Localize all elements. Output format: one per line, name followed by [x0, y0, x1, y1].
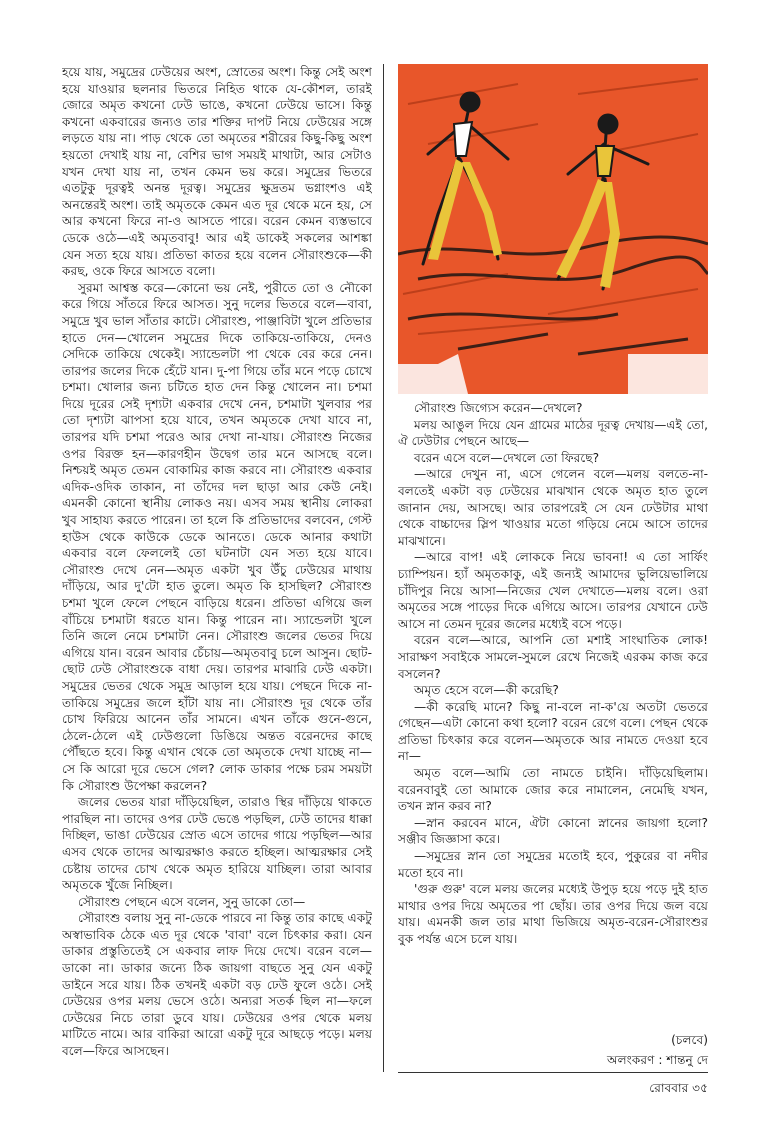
paragraph: বরেন বলে—আরে, আপনি তো মশাই সাংঘাতিক লোক! সারাক্ষণ সবাইকে সামলে-সুমলে রেখে নিজেই এরকম কাজ করে বসলেন?: [398, 633, 708, 681]
paragraph: সৌরাংশু জিগ্যেস করেন—দেখলে?: [414, 401, 583, 415]
paragraph: 'গুরু গুরু' বলে মলয় জলের মধ্যেই উপুড় হয়ে পড়ে দুই হাত মাথার ওপর দিয়ে অমৃতের পা ছোঁয়। তার ওপর দিয়ে জল বয়ে যায়। এমনকী জল তার মাথা ভিজিয়ে অমৃত-বরেন-সৌরাংশুর বুক পর্যন্ত এসে চলে যায়।: [398, 882, 708, 946]
paragraph: —আরে বাপ! এই লোককে নিয়ে ভাবনা! এ তো সার্ফিং চ্যাম্পিয়ন। হ্যাঁ অমৃতকাকু, এই জন্যই আমাদের ভুলিয়েভালিয়ে চাঁদিপুর নিয়ে আসা—নিজের খেল দেখাতে—মলয় বলে। ওরা অমৃতের সঙ্গে পাড়ের দিকে এগিয়ে আসে। তারপর যেখানে ঢেউ আসে না তেমন দূরের জলের মধ্যেই বসে পড়ে।: [398, 550, 708, 631]
page-footer: রোববার ৩৫: [649, 1081, 708, 1095]
article-column-right: [398, 400, 708, 1030]
paragraph: হয়ে যায়, সমুদ্রের ঢেউয়ের অংশ, স্রোতের অংশ। কিন্তু সেই অংশ হয়ে যাওয়ার ছলনার ভিতরে নিহিত থাকে যে-কৌশল, তারই জোরে অমৃত কখনো ঢেউ ভাঙে, কখনো ঢেউয়ে ভাসে। কিন্তু কখনো একবারের জন্যও তার শক্তির দাপট নিয়ে ঢেউয়ের সঙ্গে লড়তে যায় না। পাড় থেকে তো অমৃতের শরীরের কিছু-কিছু অংশ হয়তো দেখাই যায় না, বেশির ভাগ সময়ই মাথাটা, আর সেটাও যখন দেখা যায় না, তখন কেমন ভয় করে। সমুদ্রের ভিতরে এতটুকু দূরত্বই অনন্ত দূরত্ব। সমুদ্রের ক্ষুদ্রতম ভগ্নাংশও এই অনন্তেরই অংশ। তাই অমৃতকে কেমন এত দূর থেকে মনে হয়, সে আর কখনো ফিরে না-ও আসতে পারে। বরেন কেমন ব্যস্তভাবে ডেকে ওঠে—এই অমৃতবাবু! আর এই ডাকেই সকলের আশঙ্কা যেন সত্য হয়ে যায়। প্রতিভা কাতর হয়ে বলেন সৌরাংশুকে—কী করছ, ওকে ফিরে আসতে বলো।: [62, 65, 372, 279]
paragraph: —আরে দেখুন না, এসে গেলেন বলে—মলয় বলতে-না-বলতেই একটা বড় ঢেউয়ের মাঝখান থেকে অমৃত হাত তুলে জানান দেয়, আসছে। আর তারপরেই সে যেন ঢেউটার মাথা থেকে বাচ্চাদের স্লিপ খাওয়ার মতো গড়িয়ে নেমে আসে তাদের মাঝখানে।: [398, 467, 708, 548]
illustration-credit: অলংকরণ : শান্তনু দে: [607, 1053, 708, 1067]
paragraph: অমৃত বলে—আমি তো নামতে চাইনি। দাঁড়িয়েছিলাম। বরেনবাবুই তো আমাকে জোর করে নামালেন, নেমেছি যখন, তখন স্নান করব না?: [398, 766, 708, 814]
paragraph: বরেন এসে বলে—দেখলে তো ফিরছে?: [414, 450, 600, 465]
footer-rule: [398, 1072, 708, 1073]
to-be-continued: (চলবে): [671, 1033, 708, 1047]
paragraph: —সমুদ্রের স্নান তো সমুদ্রের মতোই হবে, পুকুরের বা নদীর মতো হবে না।: [398, 849, 708, 880]
paragraph: সুরমা আশ্বস্ত করে—কোনো ভয় নেই, পুরীতে তো ও নৌকো করে গিয়ে সাঁতরে ফিরে আসত। সুনু দলের ভিতরে বলে—বাবা, সমুদ্রে খুব ভাল সাঁতার কাটে। সৌরাংশু, পাঞ্জাবিটা খুলে প্রতিভার হাতে দেন—খোলেন সমুদ্রের দিকে তাকিয়ে-তাকিয়ে, দেনও সেদিকে তাকিয়ে থেকেই। স্যান্ডেলটা পা থেকে বের করে নেন। তারপর জলের দিকে হেঁটে যান। দু-পা গিয়ে তাঁর মনে পড়ে চোখে চশমা। খোলার জন্য চটিতে হাত দেন কিন্তু খোলেন না। চশমা দিয়ে দূরের সেই দৃশ্যটা একবার দেখে নেন, চশমাটা খুলবার পর তো দৃশ্যটা ঝাপসা হয়ে যাবে, তখন অমৃতকে দেখা যাবে না, তারপর যদি চশমা পরেও আর দেখা না-যায়। সৌরাংশু নিজের ওপর বিরক্ত হন—কারণহীন উদ্বেগ তার মনে আসছে বলে। নিশ্চয়ই অমৃত তেমন বোকামির কাজ করবে না। সৌরাংশু একবার এদিক-ওদিক তাকান, না তাঁদের দল ছাড়া আর কেউ নেই। এমনকী কোনো স্থানীয় লোকও নয়। এসব সময় স্থানীয় লোকরা খুব সাহায্য করতে পারেন। তা হলে কি প্রতিভাদের বলবেন, গেস্ট হাউস থেকে কাউকে ডেকে আনতে। ডেকে আনার কথাটা একবার বলে ফেললেই তো ঘটনাটা যেন সত্য হয়ে যাবে। সৌরাংশু দেখে নেন—অমৃত একটা খুব উঁচু ঢেউয়ের মাথায় দাঁড়িয়ে, আর দু'টো হাত তুলে। অমৃত কি হাসছিল? সৌরাংশু চশমা খুলে ফেলে পেছনে বাড়িয়ে ধরেন। প্রতিভা এগিয়ে জল বাঁচিয়ে চশমাটা ধরতে যান। কিন্তু পারেন না। স্যান্ডেলটা খুলে তিনি জলে নেমে চশমাটা নেন। সৌরাংশু জলের ভেতর দিয়ে এগিয়ে যান। বরেন আবার চেঁচায়—অমৃতবাবু চলে আসুন। ছোট-ছোট ঢেউ সৌরাংশুকে বাধা দেয়। তারপর মাঝারি ঢেউ একটা। সমুদ্রের ভেতর থেকে সমুদ্র আড়াল হয়ে যায়। পেছনে দিকে না-তাকিয়ে সমুদ্রের জলে হাঁটা যায় না। সৌরাংশু দূর থেকে তাঁর চোখ ফিরিয়ে আনেন তাঁর সামনে। এখন তাঁকে গুনে-গুনে, ঠেলে-ঠেলে এই ঢেউগুলো ডিঙিয়ে অন্তত বরেনদের কাছে পৌঁছতে হবে। কিন্তু এখান থেকে তো অমৃতকে দেখা যাচ্ছে না—সে কি আরো দূরে ভেসে গেল? লোক ডাকার পক্ষে চরম সময়টা কি সৌরাংশু উপেক্ষা করলেন?: [62, 280, 372, 793]
paragraph: জলের ভেতর যারা দাঁড়িয়েছিল, তারাও স্থির দাঁড়িয়ে থাকতে পারছিল না। তাদের ওপর ঢেউ ভেঙে পড়ছিল, ঢেউ তাদের ধাক্কা দিচ্ছিল, ভাঙা ঢেউয়ের স্রোত এসে তাদের গায়ে পড়ছিল—আর এসব থেকে তাদের আত্মরক্ষাও করতে হচ্ছিল। আত্মরক্ষার সেই চেষ্টায় তাদের চোখ থেকে অমৃত হারিয়ে যাচ্ছিল। তারা আবার অমৃতকে খুঁজে নিচ্ছিল।: [62, 795, 372, 893]
illustration-two-figures-on-beach: [398, 64, 708, 394]
article-column-left: [62, 64, 372, 1074]
paragraph: অমৃত হেসে বলে—কী করেছি?: [414, 683, 559, 698]
paragraph: সৌরাংশু পেছনে এসে বলেন, সুনু ডাকো তো—: [78, 894, 306, 909]
paragraph: মলয় আঙুল দিয়ে যেন গ্রামের মাঠের দূরত্ব দেখায়—এই তো, ঐ ঢেউটার পেছনে আছে—: [398, 417, 708, 449]
paragraph: —কী করেছি মানে? কিছু না-বলে না-ক'য়ে অতটা ভেতরে গেছেন—এটা কোনো কথা হলো? বরেন রেগে বলে। পেছন থেকে প্রতিভা চিৎকার করে বলেন—অমৃতকে আর নামতে দেওয়া হবে না—: [398, 699, 708, 764]
paragraph: —স্নান করবেন মানে, ঐটা কোনো স্নানের জায়গা হলো? সঞ্জীব জিজ্ঞাসা করে।: [398, 815, 708, 847]
column-divider: [383, 64, 384, 1072]
paragraph: সৌরাংশু বলায় সুনু না-ডেকে পারবে না কিন্তু তার কাছে একটু অস্বাভাবিক ঠেকে এত দূর থেকে 'বাবা' বলে চিৎকার করা। যেন ডাকার প্রস্তুতিতেই সে একবার লাফ দিয়ে দেখে। বরেন বলে—ডাকো না। ডাকার জন্যে ঠিক জায়গা বাছতে সুনু যেন একটু ডাইনে সরে যায়। ঠিক তখনই একটা বড় ঢেউ ফুলে ওঠে। সেই ঢেউয়ের ওপর মলয় ভেসে ওঠে। অন্যরা সতর্ক ছিল না—ফলে ঢেউয়ের নিচে তারা ডুবে যায়। ঢেউয়ের ওপর থেকে মলয় মাটিতে নামে। আর বাকিরা আরো একটু দূরে আছড়ে পড়ে। মলয় বলে—ফিরে আসছেন।: [62, 911, 372, 1059]
